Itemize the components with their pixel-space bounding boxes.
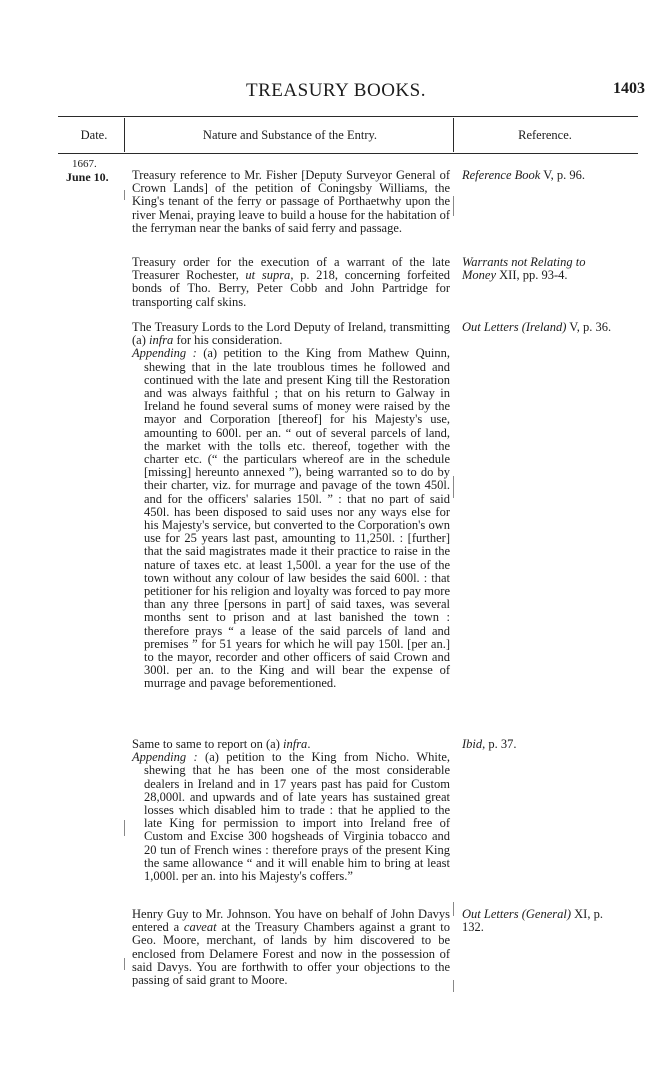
appending-text: (a) petition to the King from Mathew Quinn, shewing that in the late troublous times he followed and continued with the late and present King till the Restoration and was always faithful ; that on his return to Galway in Ireland he found several sums of money were raised by the mayor and Corporation [thereof] for his Majesty's use, amounting to 600l. per an. “ out of several parcels of land, the market with the tolls etc. thereof, together with the charter etc. (“ the particulars whereof are in the schedule [missing] hereunto annexed ”), being warranted so to do by their charter, viz. for murrage and pavage of the town 450l. and for the officers' salaries 150l. ” : that no part of said 450l. has been disposed to said uses nor any ways else for his Majesty's service, but converted to the Corporation's own use for 25 years last past, amounting to 11,250l. : [further] that the said magistrates made it their practice to raise in the nature of taxes etc. at least 1,500l. a year for the use of the town without any colour of law besides the said 600l. : that petitioner for his religion and loyalty was forced to pay more than any three [persons in part] of said taxes, was several months sent to prison and at last banished the town : therefore prays “ a lease of the said parcels of land and premises ” for 51 years for which he will pay 150l. [per an.] to the mayor, recorder and other officers of said Crown and 300l. per an. to the King and will bear the expense of murrage and pavage beforementioned. <box>144 346 450 691</box>
reference-entry-4 <box>462 738 614 751</box>
reference-book-title: Out Letters (Ireland) <box>462 320 567 334</box>
reference-entry-1 <box>462 169 614 182</box>
entry-italic-term: infra <box>283 737 308 751</box>
reference-volume: XII, pp. 93-4. <box>496 268 568 283</box>
running-title: TREASURY BOOKS. <box>246 80 426 101</box>
entry-fisher-reference <box>132 169 450 235</box>
entry-text-continued: for his consideration. <box>173 333 283 348</box>
entry-text: Henry Guy to Mr. Johnson. You have on behalf of John Davys entered a <box>132 907 450 935</box>
entry-guy-letter <box>132 908 450 987</box>
reference-book-title: Out Letters (General) <box>462 907 572 921</box>
reference-book-title: Reference Book <box>462 168 541 182</box>
appending-text: (a) petition to the King from Nicho. White, shewing that he has been one of the most considerable dealers in Ireland and in 17 years past has paid for Custom 28,000l. and upwards and of late years has sustained great losses which disabled him to trade : that he applied to the late King for permission to import into Ireland free of Custom and Excise 300 hogsheads of Virginia tobacco and 20 tun of French wines : therefore prays of the present King the same allowance “ and it will enable him to bring at least 1,000l. per an. into his Majesty's coffers.” <box>144 750 450 884</box>
reference-volume: V, p. 36. <box>566 320 612 334</box>
column-header-reference: Reference. <box>518 128 572 142</box>
page-number: 1403 <box>613 80 645 97</box>
entry-text: Same to same to report on (a) <box>132 737 283 751</box>
column-tick-left-2 <box>124 820 125 836</box>
column-header-nature: Nature and Substance of the Entry. <box>202 128 378 142</box>
header-top-rule <box>58 116 638 117</box>
column-divider-reference <box>453 118 454 152</box>
entry-text: Treasury reference to Mr. Fisher [Deputy Surveyor General of Crown Lands] of the petition of Coningsby Williams, the King's tenant of the ferry or passage of Porthaetwhy upon the river Menai, praying leave to build a house for the habitation of the ferryman near the banks of said ferry and passage. <box>132 168 450 235</box>
date-day: June 10. <box>66 170 109 184</box>
reference-entry-5 <box>462 908 614 934</box>
appending-label: Appending : <box>132 750 198 765</box>
reference-volume: V, p. 96. <box>540 168 586 182</box>
column-tick-right-2 <box>453 476 454 498</box>
entry-italic-term: caveat <box>183 920 217 935</box>
entry-white-petition <box>132 738 450 883</box>
reference-entry-2 <box>462 256 614 282</box>
date-year: 1667. <box>72 158 97 170</box>
entry-rochester-warrant <box>132 256 450 309</box>
entry-text-continued: . <box>307 737 311 751</box>
reference-volume: XI, p. 132. <box>462 907 603 935</box>
entry-text-continued: , p. 218, concerning forfeited bonds of Tho. Berry, Peter Cobb and John Partridge for transporting calf skins. <box>132 268 450 309</box>
column-tick-left-3 <box>124 958 125 970</box>
entry-text: The Treasury Lords to the Lord Deputy of Ireland, transmitting (a) <box>132 320 450 348</box>
entry-italic-term: infra <box>149 333 174 348</box>
column-tick-right-1 <box>453 196 454 216</box>
column-divider-date <box>124 118 125 152</box>
entry-quinn-petition <box>132 321 450 691</box>
column-tick-left-1 <box>124 190 125 200</box>
reference-book-title: Ibid <box>462 737 483 751</box>
reference-volume: , p. 37. <box>482 737 517 751</box>
column-tick-right-4 <box>453 980 454 992</box>
reference-entry-3 <box>462 321 614 334</box>
appending-label: Appending : <box>132 346 197 361</box>
column-tick-right-3 <box>453 902 454 916</box>
entry-text: Treasury order for the execution of a warrant of the late Treasurer Rochester, <box>132 255 450 283</box>
header-bottom-rule <box>58 153 638 154</box>
entry-italic-term: ut supra <box>245 268 291 283</box>
column-header-date: Date. <box>80 128 108 142</box>
entry-text-continued: at the Treasury Chambers against a grant to Geo. Moore, merchant, of lands by him discovered to be enclosed from Delamere Forest and now in the possession of said Davys. You are forthwith to offer your objections to the passing of said grant to Moore. <box>132 920 451 988</box>
reference-book-title: Warrants not Relating to Money <box>462 255 586 283</box>
